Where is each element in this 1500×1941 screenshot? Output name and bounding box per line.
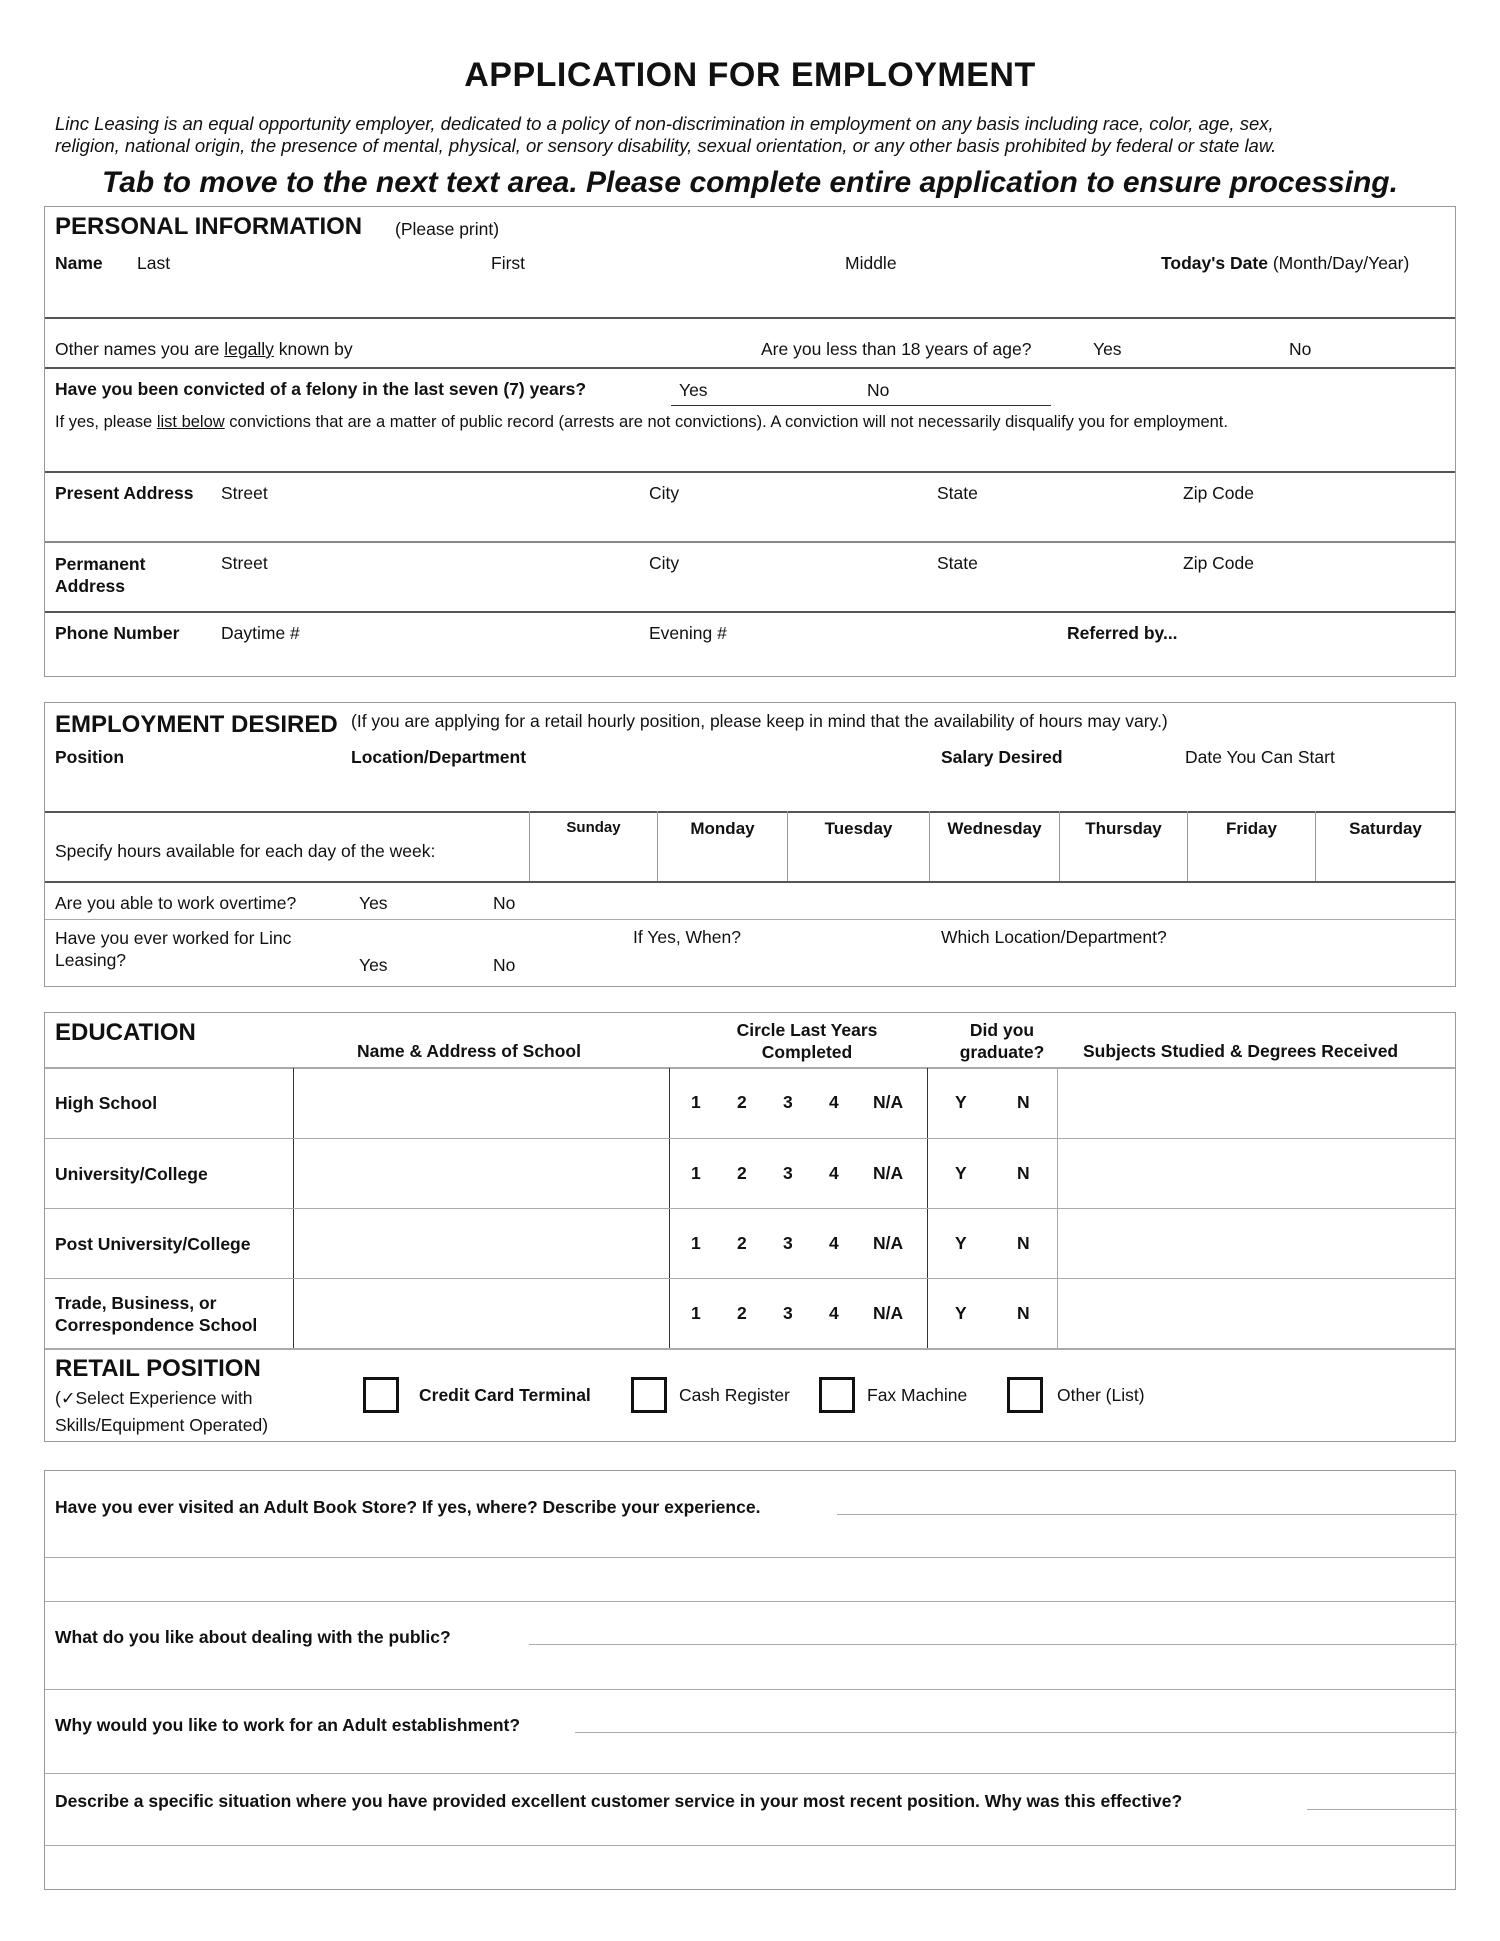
graduated-no-option[interactable]: N xyxy=(1017,1303,1030,1323)
answer-underline xyxy=(837,1514,1457,1515)
personal-information-section xyxy=(44,206,1456,677)
worked-before-line-1: Have you ever worked for Linc xyxy=(55,928,292,948)
years-completed-option[interactable]: 1 xyxy=(691,1303,701,1323)
graduated-yes-option[interactable]: Y xyxy=(955,1163,967,1183)
years-completed-option[interactable]: 3 xyxy=(783,1092,793,1112)
referred-by-label: Referred by... xyxy=(1067,623,1178,643)
divider xyxy=(45,1348,1455,1350)
present-state-label: State xyxy=(937,483,978,503)
years-completed-option[interactable]: 1 xyxy=(691,1233,701,1253)
cash-register-label: Cash Register xyxy=(679,1385,790,1405)
fax-machine-checkbox[interactable] xyxy=(819,1377,855,1413)
permanent-address-label xyxy=(55,553,145,597)
evening-phone-label: Evening # xyxy=(649,623,727,643)
divider xyxy=(45,1845,1455,1846)
day-label: Friday xyxy=(1225,819,1278,838)
permanent-state-input[interactable] xyxy=(937,577,1167,607)
subjects-degrees-input[interactable] xyxy=(1065,1147,1449,1201)
education-row xyxy=(45,1068,1455,1138)
subjects-degrees-input[interactable] xyxy=(1065,1287,1449,1341)
answer-underline xyxy=(1307,1809,1457,1810)
under-18-no[interactable]: No xyxy=(1289,339,1312,359)
section-title-retail: RETAIL POSITION xyxy=(55,1355,261,1382)
day-label: Monday xyxy=(690,819,755,838)
education-row xyxy=(45,1278,1455,1348)
column-divider xyxy=(927,1068,928,1138)
school-level-label xyxy=(55,1068,295,1138)
other-equipment-label: Other (List) xyxy=(1057,1385,1145,1405)
worked-before-yes[interactable]: Yes xyxy=(359,955,388,975)
felony-note-text: If yes, please xyxy=(55,413,157,431)
adult-book-store-answer[interactable] xyxy=(55,1519,1445,1599)
present-city-label: City xyxy=(649,483,680,503)
answer-underline xyxy=(575,1732,1457,1733)
column-divider xyxy=(927,1279,928,1349)
column-divider xyxy=(669,1279,670,1349)
answer-underline xyxy=(529,1644,1457,1645)
questions-section xyxy=(44,1470,1456,1890)
school-level-label xyxy=(55,1209,295,1279)
education-section xyxy=(44,1012,1456,1442)
section-title-employment: EMPLOYMENT DESIRED xyxy=(55,711,338,738)
other-names-label xyxy=(55,339,353,360)
graduated-no-option[interactable]: N xyxy=(1017,1092,1030,1112)
education-row xyxy=(45,1138,1455,1208)
day-column-sunday xyxy=(529,811,657,881)
question-dealing-with-public: What do you like about dealing with the public? xyxy=(55,1627,451,1647)
customer-service-answer[interactable] xyxy=(55,1813,1445,1885)
years-completed-option[interactable]: 4 xyxy=(829,1163,839,1183)
years-completed-option[interactable]: 2 xyxy=(737,1233,747,1253)
school-level-line-2: Correspondence School xyxy=(55,1315,258,1335)
hours-thursday-input[interactable] xyxy=(1064,847,1184,875)
divider xyxy=(45,1689,1455,1690)
years-completed-option[interactable]: 2 xyxy=(737,1092,747,1112)
divider xyxy=(45,881,1455,883)
years-completed-option[interactable]: 1 xyxy=(691,1092,701,1112)
column-divider xyxy=(927,1209,928,1279)
school-name-address-input[interactable] xyxy=(301,1147,661,1201)
location-department-label: Location/Department xyxy=(351,747,527,767)
present-zip-input[interactable] xyxy=(1183,507,1443,537)
under-18-question: Are you less than 18 years of age? xyxy=(761,339,1032,359)
hours-wednesday-input[interactable] xyxy=(934,847,1056,875)
question-adult-book-store: Have you ever visited an Adult Book Store? If yes, where? Describe your experience. xyxy=(55,1497,761,1517)
years-completed-option[interactable]: 4 xyxy=(829,1233,839,1253)
overtime-no[interactable]: No xyxy=(493,893,516,913)
convictions-input[interactable] xyxy=(55,439,1445,469)
permanent-street-label: Street xyxy=(221,553,268,573)
subjects-degrees-input[interactable] xyxy=(1065,1076,1449,1130)
years-completed-option[interactable]: N/A xyxy=(873,1303,904,1323)
felony-question: Have you been convicted of a felony in the last seven (7) years? xyxy=(55,379,587,399)
column-divider xyxy=(669,1068,670,1138)
school-level-line-1: High School xyxy=(55,1093,158,1113)
column-divider xyxy=(1057,1068,1058,1138)
years-completed-option[interactable]: 3 xyxy=(783,1163,793,1183)
why-adult-establishment-answer[interactable] xyxy=(55,1737,1445,1769)
education-rows xyxy=(45,1068,1455,1348)
column-divider xyxy=(1057,1209,1058,1279)
todays-date-label xyxy=(1161,253,1409,274)
day-column-friday xyxy=(1187,811,1315,881)
position-input[interactable] xyxy=(55,773,345,803)
hours-saturday-input[interactable] xyxy=(1320,847,1452,875)
column-divider xyxy=(293,1139,294,1209)
graduated-no-option[interactable]: N xyxy=(1017,1233,1030,1253)
present-street-label: Street xyxy=(221,483,268,503)
graduated-yes-option[interactable]: Y xyxy=(955,1233,967,1253)
school-name-address-input[interactable] xyxy=(301,1217,661,1271)
day-column-monday xyxy=(657,811,787,881)
education-row xyxy=(45,1208,1455,1278)
cash-register-checkbox[interactable] xyxy=(631,1377,667,1413)
other-equipment-checkbox[interactable] xyxy=(1007,1377,1043,1413)
present-address-label: Present Address xyxy=(55,483,194,503)
eeo-line-1: Linc Leasing is an equal opportunity employer, dedicated to a policy of non-discrimination in employment on any basis including race, color, age, sex, xyxy=(55,113,1274,134)
divider xyxy=(45,471,1455,473)
divider xyxy=(45,919,1455,920)
fax-machine-label: Fax Machine xyxy=(867,1385,968,1405)
graduate-header-line-1: Did you xyxy=(969,1020,1035,1040)
name-label: Name xyxy=(55,253,103,273)
permanent-address-label-2: Address xyxy=(55,576,126,596)
worked-before-question xyxy=(55,927,291,971)
felony-note xyxy=(55,413,1228,432)
please-print-note: (Please print) xyxy=(395,219,500,239)
school-level-line-1: Post University/College xyxy=(55,1234,251,1254)
hours-available-label: Specify hours available for each day of the week: xyxy=(55,841,436,861)
overtime-yes[interactable]: Yes xyxy=(359,893,388,913)
divider xyxy=(45,541,1455,543)
column-divider xyxy=(293,1209,294,1279)
divider xyxy=(45,1557,1455,1558)
day-column-thursday xyxy=(1059,811,1187,881)
subjects-column-header: Subjects Studied & Degrees Received xyxy=(1083,1041,1399,1061)
permanent-address-label-1: Permanent xyxy=(55,554,146,574)
divider xyxy=(45,1773,1455,1774)
hours-sunday-input[interactable] xyxy=(534,847,654,875)
section-title-education: EDUCATION xyxy=(55,1019,196,1046)
column-divider xyxy=(669,1209,670,1279)
present-street-input[interactable] xyxy=(221,507,641,537)
school-level-line-1: Trade, Business, or xyxy=(55,1293,217,1313)
column-divider xyxy=(927,1139,928,1209)
column-divider xyxy=(293,1068,294,1138)
years-completed-option[interactable]: N/A xyxy=(873,1163,904,1183)
first-name-input[interactable] xyxy=(491,279,831,309)
daytime-phone-input[interactable] xyxy=(221,645,641,673)
school-name-address-input[interactable] xyxy=(301,1287,661,1341)
felony-no[interactable]: No xyxy=(867,380,890,400)
if-yes-when-input[interactable] xyxy=(633,951,923,979)
column-divider xyxy=(1057,1279,1058,1349)
day-label: Wednesday xyxy=(947,819,1042,838)
graduated-yes-option[interactable]: Y xyxy=(955,1303,967,1323)
phone-number-label: Phone Number xyxy=(55,623,180,643)
hours-monday-input[interactable] xyxy=(662,847,784,875)
middle-name-label: Middle xyxy=(845,253,897,273)
permanent-city-input[interactable] xyxy=(649,577,929,607)
present-city-input[interactable] xyxy=(649,507,929,537)
permanent-city-label: City xyxy=(649,553,680,573)
overtime-question: Are you able to work overtime? xyxy=(55,893,297,913)
referred-by-input[interactable] xyxy=(1067,645,1443,673)
days-of-week-row xyxy=(529,811,1455,881)
day-column-wednesday xyxy=(929,811,1059,881)
felony-note-text-end: convictions that are a matter of public record (arrests are not convictions). A conviction will not necessarily disqualify you for employment. xyxy=(224,413,1228,431)
permanent-state-label: State xyxy=(937,553,978,573)
divider xyxy=(45,317,1455,319)
day-label: Sunday xyxy=(566,819,621,836)
years-completed-option[interactable]: N/A xyxy=(873,1092,904,1112)
salary-desired-input[interactable] xyxy=(941,773,1171,803)
graduated-no-option[interactable]: N xyxy=(1017,1163,1030,1183)
day-label: Thursday xyxy=(1085,819,1162,838)
graduated-yes-option[interactable]: Y xyxy=(955,1092,967,1112)
other-names-text: Other names you are xyxy=(55,339,225,359)
salary-desired-label: Salary Desired xyxy=(941,747,1063,767)
divider xyxy=(45,367,1455,369)
years-completed-option[interactable]: 2 xyxy=(737,1303,747,1323)
retail-instructions-line-1: (✓Select Experience with xyxy=(55,1388,253,1408)
graduate-column-header xyxy=(937,1019,1067,1063)
graduate-header-line-2: graduate? xyxy=(959,1042,1045,1062)
day-column-tuesday xyxy=(787,811,929,881)
legally-underlined: legally xyxy=(224,339,274,359)
column-divider xyxy=(293,1279,294,1349)
hours-tuesday-input[interactable] xyxy=(792,847,926,875)
list-below-underlined: list below xyxy=(156,413,225,431)
divider xyxy=(45,1601,1455,1602)
day-label: Saturday xyxy=(1349,819,1422,838)
retail-instructions-line-2: Skills/Equipment Operated) xyxy=(55,1415,269,1435)
todays-date-input[interactable] xyxy=(1161,279,1441,309)
todays-date-hint: (Month/Day/Year) xyxy=(1272,253,1410,273)
divider xyxy=(45,611,1455,613)
daytime-phone-label: Daytime # xyxy=(221,623,300,643)
permanent-street-input[interactable] xyxy=(221,577,641,607)
todays-date-bold: Today's Date xyxy=(1161,253,1268,273)
dealing-with-public-answer[interactable] xyxy=(55,1649,1445,1687)
position-label: Position xyxy=(55,747,125,767)
worked-before-no[interactable]: No xyxy=(493,955,516,975)
employment-desired-section xyxy=(44,702,1456,987)
years-header-line-1: Circle Last Years xyxy=(736,1020,878,1040)
under-18-yes[interactable]: Yes xyxy=(1093,339,1122,359)
retail-instructions xyxy=(55,1385,268,1439)
years-header-line-2: Completed xyxy=(761,1042,853,1062)
day-column-saturday xyxy=(1315,811,1455,881)
question-why-adult-establishment: Why would you like to work for an Adult establishment? xyxy=(55,1715,521,1735)
first-name-label: First xyxy=(491,253,526,273)
evening-phone-input[interactable] xyxy=(649,645,1049,673)
instruction-banner: Tab to move to the next text area. Please complete entire application to ensure processing. xyxy=(102,166,1398,199)
column-divider xyxy=(669,1139,670,1209)
school-level-label xyxy=(55,1279,295,1349)
years-completed-option[interactable]: N/A xyxy=(873,1233,904,1253)
school-level-line-1: University/College xyxy=(55,1164,208,1184)
start-date-label: Date You Can Start xyxy=(1185,747,1335,767)
other-names-input[interactable] xyxy=(335,335,755,361)
years-completed-option[interactable]: 3 xyxy=(783,1233,793,1253)
school-name-column-header: Name & Address of School xyxy=(357,1041,581,1061)
start-date-input[interactable] xyxy=(1185,773,1445,803)
eeo-line-2: religion, national origin, the presence of mental, physical, or sensory disability, sexual orientation, or any other basis prohibited by federal or state law. xyxy=(55,135,1277,156)
day-label: Tuesday xyxy=(824,819,893,838)
employment-hours-note: (If you are applying for a retail hourly position, please keep in mind that the availability of hours may vary.) xyxy=(351,711,1168,731)
felony-answer-underline xyxy=(671,405,1051,406)
years-completed-option[interactable]: 4 xyxy=(829,1092,839,1112)
middle-name-input[interactable] xyxy=(845,279,1145,309)
permanent-zip-input[interactable] xyxy=(1183,577,1443,607)
present-zip-label: Zip Code xyxy=(1183,483,1255,503)
question-customer-service: Describe a specific situation where you have provided excellent customer service in your most recent position. Why was this effective? xyxy=(55,1791,1183,1811)
which-location-label: Which Location/Department? xyxy=(941,927,1167,947)
which-location-input[interactable] xyxy=(941,951,1441,979)
credit-card-terminal-checkbox[interactable] xyxy=(363,1377,399,1413)
location-department-input[interactable] xyxy=(351,773,931,803)
if-yes-when-label: If Yes, When? xyxy=(633,927,741,947)
worked-before-line-2: Leasing? xyxy=(55,950,127,970)
column-divider xyxy=(1057,1139,1058,1209)
years-completed-option[interactable]: 4 xyxy=(829,1303,839,1323)
years-completed-option[interactable]: 3 xyxy=(783,1303,793,1323)
last-name-input[interactable] xyxy=(137,279,477,309)
credit-card-terminal-label: Credit Card Terminal xyxy=(419,1385,591,1405)
school-level-label xyxy=(55,1139,295,1209)
hours-friday-input[interactable] xyxy=(1192,847,1312,875)
felony-yes[interactable]: Yes xyxy=(679,380,708,400)
last-name-label: Last xyxy=(137,253,171,273)
years-completed-option[interactable]: 1 xyxy=(691,1163,701,1183)
present-state-input[interactable] xyxy=(937,507,1167,537)
eeo-statement xyxy=(55,113,1455,157)
permanent-zip-label: Zip Code xyxy=(1183,553,1255,573)
page-title: APPLICATION FOR EMPLOYMENT xyxy=(464,56,1036,94)
school-name-address-input[interactable] xyxy=(301,1076,661,1130)
years-completed-option[interactable]: 2 xyxy=(737,1163,747,1183)
other-names-text-end: known by xyxy=(273,339,353,359)
years-completed-column-header xyxy=(677,1019,937,1063)
subjects-degrees-input[interactable] xyxy=(1065,1217,1449,1271)
section-title-personal: PERSONAL INFORMATION xyxy=(55,213,363,240)
